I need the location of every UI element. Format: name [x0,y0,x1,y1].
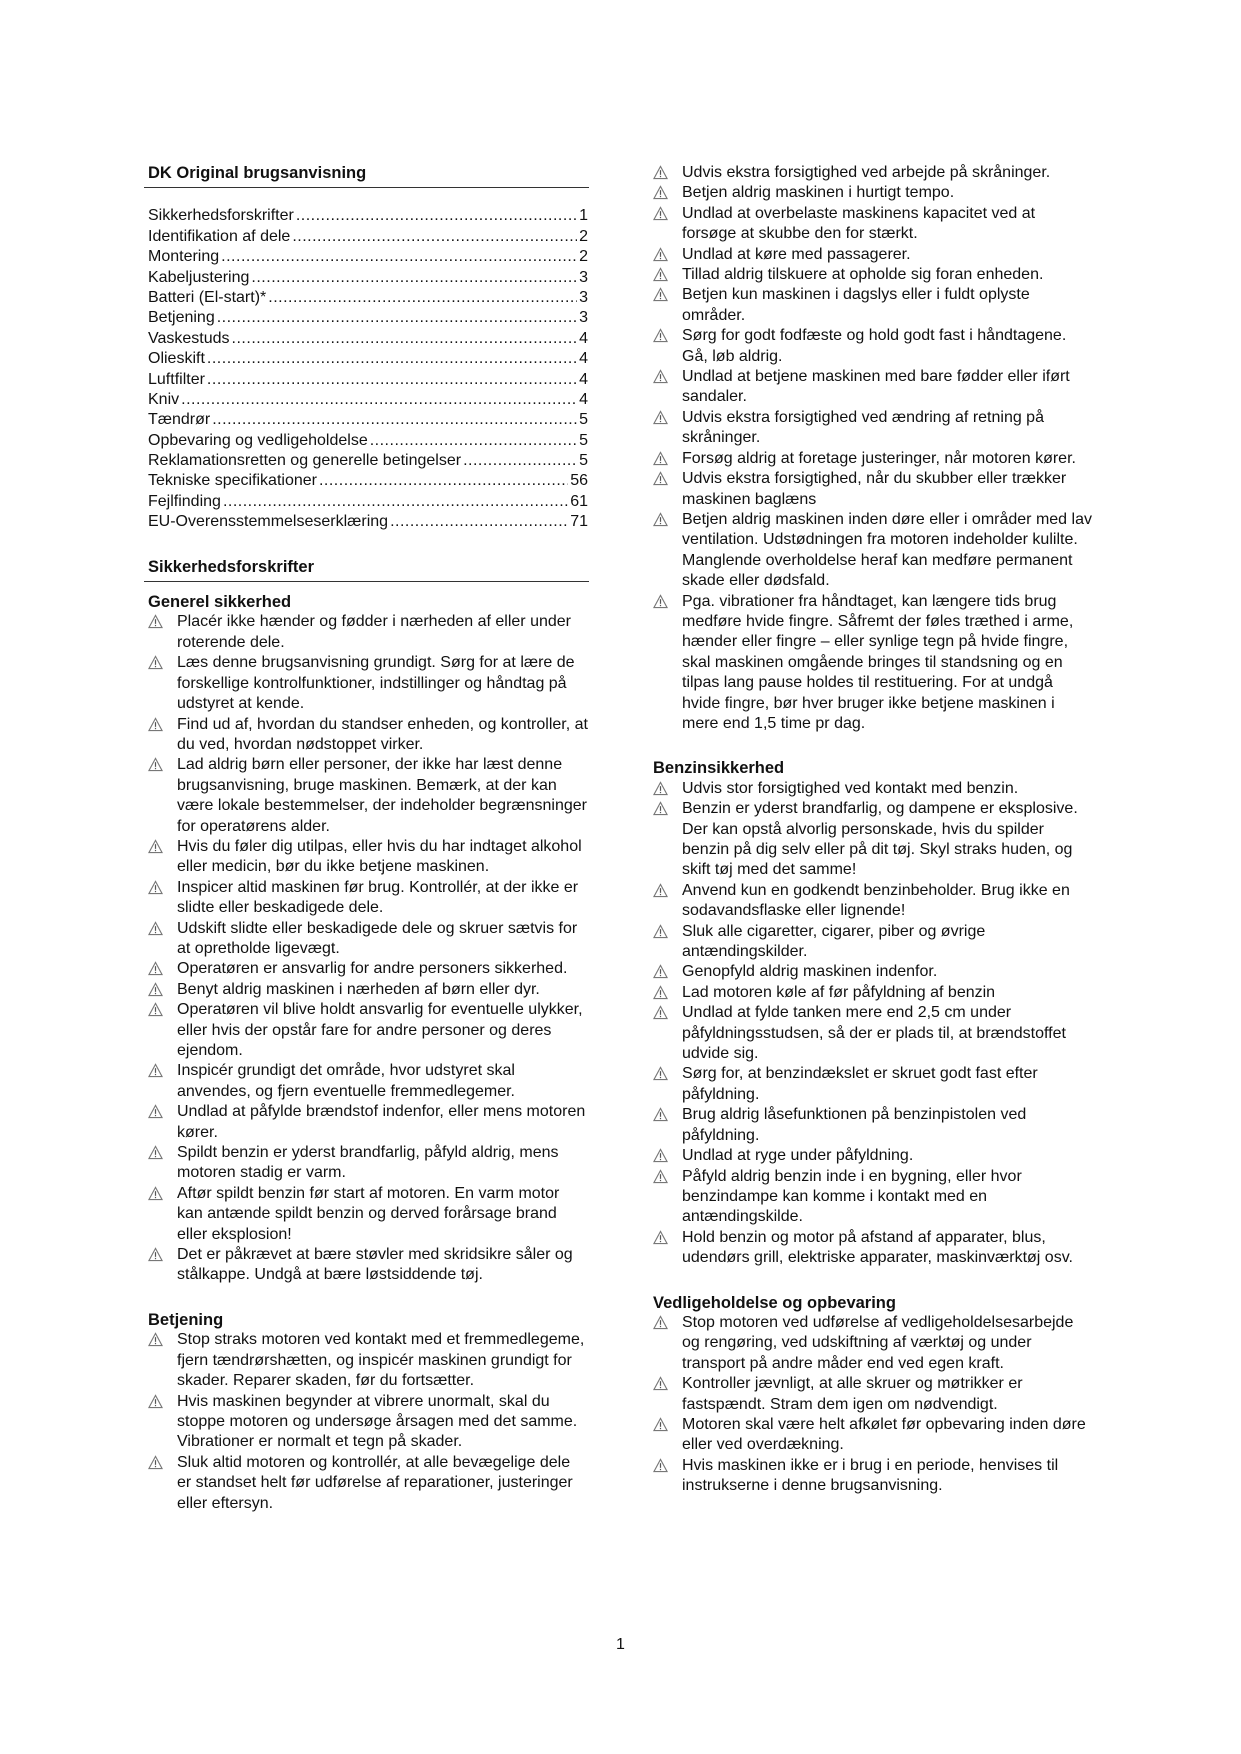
safety-item-text: Udskift slidte eller beskadigede dele og skruer sætvis for at opretholde ligevægt. [177,919,578,957]
toc-entry [148,370,588,390]
general-safety-heading: Generel sikkerhed [148,593,292,612]
toc-entry [148,471,588,491]
safety-item [148,878,588,919]
toc-page: 2 [579,227,588,245]
warning-triangle-icon [653,471,668,486]
safety-item-text: Undlad at ryge under påfyldning. [682,1147,914,1165]
safety-item-text: Motoren skal være helt afkølet før opbevaring inden døre eller ved overdækning. [682,1415,1086,1454]
warning-triangle-icon [653,924,668,939]
safety-item [148,755,588,837]
operation-list [148,1330,588,1514]
safety-item-text: Benzin er yderst brandfarlig, og dampene er eksplosive. Der kan opstå alvorlig personskade, hvis du spilder benzin på dig selv eller på dit tøj. Skyl straks huden, og skift tøj med det samme! [682,800,1078,879]
warning-triangle-icon [653,964,668,979]
toc-page: 4 [579,370,588,388]
toc-title: EU-Overensstemmelseserklæring [148,513,389,531]
warning-triangle-icon [653,267,668,282]
safety-item-text: Undlad at overbelaste maskinens kapacitet ved at forsøge at skubbe den for stærkt. [682,204,1036,243]
safety-item [653,1374,1093,1415]
safety-item [653,163,1093,183]
toc-entry [148,288,588,308]
safety-item-text: Sørg for godt fodfæste og hold godt fast i håndtagene. Gå, løb aldrig. [682,327,1067,365]
safety-item-text: Pga. vibrationer fra håndtaget, kan længere tids brug medføre hvide fingre. Såfremt der føles træthed i arme, hænder eller fingre – eller synlige tegn på hvide fingre, skal maskinen omgående bringes til standsning og en tilpas lang pause holdes til restituering. For at undgå hvide fingre, bør hver bruger ikke betjene maskinen i mere end 1,5 time pr dag. [682,592,1074,732]
toc-page: 56 [570,472,588,490]
title-divider [144,187,589,188]
safety-item [653,449,1093,469]
warning-triangle-icon [653,1417,668,1432]
warning-triangle-icon [148,1247,163,1262]
safety-item [653,983,1093,1003]
warning-triangle-icon [148,1063,163,1078]
warning-triangle-icon [148,982,163,997]
safety-item [653,367,1093,408]
warning-triangle-icon [653,328,668,343]
safety-item [653,285,1093,326]
safety-item [148,1061,588,1102]
toc-title: Reklamationsretten og generelle betingelser [148,452,462,470]
safety-item-text: Placér ikke hænder og fødder i nærheden af eller under roterende dele. [177,613,571,651]
safety-item-text: Operatøren vil blive holdt ansvarlig for eventuelle ulykker, eller hvis der opstår fare for andre personer og deres ejendom. [177,1001,583,1059]
safety-item [653,962,1093,982]
warning-triangle-icon [148,1186,163,1201]
safety-item-text: Undlad at betjene maskinen med bare fødder eller iført sandaler. [682,368,1070,406]
warning-triangle-icon [653,801,668,816]
toc-page: 3 [579,309,588,327]
toc-page: 61 [570,492,588,510]
safety-item-text: Sørg for, at benzindækslet er skruet godt fast efter påfyldning. [682,1065,1038,1103]
warning-triangle-icon [148,880,163,895]
safety-item [653,922,1093,963]
warning-triangle-icon [148,1332,163,1347]
right-column [653,163,1093,1497]
warning-triangle-icon [653,287,668,302]
toc-title: Opbevaring og vedligeholdelse [148,431,368,449]
safety-item [148,1453,588,1514]
safety-item [653,326,1093,367]
toc-page: 5 [579,431,588,449]
safety-item [148,1245,588,1286]
safety-item [653,779,1093,799]
page-number: 1 [616,1636,625,1653]
toc-leader [221,247,577,267]
safety-item-text: Inspicer altid maskinen før brug. Kontrollér, at der ikke er slidte eller beskadigede dele. [177,878,579,917]
safety-item-text: Hvis maskinen ikke er i brug i en periode, henvises til instrukserne i denne brugsanvisning. [682,1456,1059,1495]
warning-triangle-icon [653,165,668,180]
safety-item-text: Aftør spildt benzin før start af motoren. En varm motor kan antænde spildt benzin og derved forårsage brand eller eksplosion! [177,1184,560,1243]
toc-entry [148,206,588,226]
toc-entry [148,431,588,451]
toc-entry [148,268,588,288]
table-of-contents [148,206,588,532]
safety-item [653,265,1093,285]
warning-triangle-icon [148,1455,163,1470]
warning-triangle-icon [653,1315,668,1330]
toc-entry [148,492,588,512]
warning-triangle-icon [653,1169,668,1184]
fuel-safety-list [653,779,1093,1269]
safety-item-text: Tillad aldrig tilskuere at opholde sig foran enheden. [682,266,1044,284]
warning-triangle-icon [653,1458,668,1473]
warning-triangle-icon [148,1145,163,1160]
toc-leader [370,431,577,451]
safety-item [653,1313,1093,1374]
warning-triangle-icon [653,369,668,384]
toc-leader [232,329,578,349]
safety-item-text: Hvis maskinen begynder at vibrere unormalt, skal du stoppe motoren og undersøge årsagen med det samme. Vibrationer er normalt et tegn på skader. [177,1392,578,1451]
safety-item-text: Udvis ekstra forsigtighed ved ændring af retning på skråninger. [682,408,1044,447]
toc-entry [148,512,588,532]
toc-entry [148,410,588,430]
safety-item [148,1102,588,1143]
toc-title: Olieskift [148,350,205,368]
safety-item-text: Benyt aldrig maskinen i nærheden af børn eller dyr. [177,980,540,998]
safety-item-text: Sluk altid motoren og kontrollér, at alle bevægelige dele er standset helt før udførelse af reparationer, justeringer eller eftersyn. [177,1453,573,1512]
warning-triangle-icon [148,1002,163,1017]
toc-page: 71 [570,513,588,531]
section-title: Sikkerhedsforskrifter [148,557,314,576]
safety-item [653,510,1093,592]
safety-item-text: Sluk alle cigaretter, cigarer, piber og øvrige antændingskilder. [682,922,986,961]
safety-item [148,1330,588,1391]
warning-triangle-icon [148,839,163,854]
toc-page: 5 [579,452,588,470]
toc-page: 3 [579,288,588,306]
safety-item [653,881,1093,922]
warning-triangle-icon [653,1376,668,1391]
safety-item-text: Genopfyld aldrig maskinen indenfor. [682,963,938,981]
warning-triangle-icon [653,247,668,262]
safety-item [653,1105,1093,1146]
toc-leader [463,451,577,471]
warning-triangle-icon [653,185,668,200]
safety-item-text: Betjen kun maskinen i dagslys eller i fuldt oplyste områder. [682,286,1030,324]
warning-triangle-icon [653,1230,668,1245]
safety-item [653,204,1093,245]
toc-title: Tændrør [148,411,211,429]
toc-leader [251,268,577,288]
safety-item [653,1228,1093,1269]
safety-item-text: Læs denne brugsanvisning grundigt. Sørg for at lære de forskellige kontrolfunktioner, indstillinger og håndtag på udstyret at kende. [177,654,575,713]
safety-item-text: Spildt benzin er yderst brandfarlig, påfyld aldrig, mens motoren stadig er varm. [177,1144,559,1182]
safety-item [653,1146,1093,1166]
safety-item-text: Operatøren er ansvarlig for andre personers sikkerhed. [177,960,568,978]
toc-leader [390,512,568,532]
toc-title: Betjening [148,309,215,327]
warning-triangle-icon [653,451,668,466]
safety-item [148,715,588,756]
safety-item-text: Påfyld aldrig benzin inde i en bygning, eller hvor benzindampe kan komme i kontakt med en antændingskilde. [682,1167,1022,1226]
toc-entry [148,349,588,369]
toc-title: Batteri (El-start)* [148,288,267,306]
toc-page: 4 [579,390,588,408]
safety-item [148,1000,588,1061]
safety-item-text: Undlad at fylde tanken mere end 2,5 cm under påfyldningsstudsen, så der er plads til, at brændstoffet udvide sig. [682,1004,1066,1063]
safety-item-text: Hvis du føler dig utilpas, eller hvis du har indtaget alkohol eller medicin, bør du ikke betjene maskinen. [177,837,582,876]
safety-item [653,245,1093,265]
warning-triangle-icon [148,921,163,936]
toc-leader [223,492,568,512]
toc-title: Sikkerhedsforskrifter [148,207,294,225]
toc-leader [319,471,568,491]
warning-triangle-icon [653,410,668,425]
safety-item [148,980,588,1000]
safety-item [653,183,1093,203]
safety-item-text: Undlad at køre med passagerer. [682,245,911,263]
warning-triangle-icon [148,961,163,976]
safety-item [653,1415,1093,1456]
safety-item-text: Betjen aldrig maskinen i hurtigt tempo. [682,184,955,202]
safety-item-text: Udvis stor forsigtighed ved kontakt med benzin. [682,779,1019,797]
safety-item-text: Stop motoren ved udførelse af vedligeholdelsesarbejde og rengøring, ved udskiftning af værktøj og under transport på andre måder end ved egen kraft. [682,1313,1074,1372]
toc-leader [268,288,577,308]
warning-triangle-icon [653,883,668,898]
safety-item-text: Lad motoren køle af før påfyldning af benzin [682,983,996,1001]
safety-item [653,1003,1093,1064]
left-column [148,163,588,1514]
warning-triangle-icon [148,1394,163,1409]
safety-item-text: Udvis ekstra forsigtighed, når du skubber eller trækker maskinen baglæns [682,470,1067,508]
safety-item-text: Stop straks motoren ved kontakt med et fremmedlegeme, fjern tændrørshætten, og inspicér maskinen grundigt for skader. Reparer skaden, før du fortsætter. [177,1331,585,1390]
toc-entry [148,329,588,349]
operation-heading: Betjening [148,1310,224,1329]
toc-page: 5 [579,411,588,429]
toc-page: 3 [579,268,588,286]
warning-triangle-icon [653,1107,668,1122]
safety-item-text: Forsøg aldrig at foretage justeringer, når motoren kører. [682,449,1076,467]
safety-item-text: Anvend kun en godkendt benzinbeholder. Brug ikke en sodavandsflaske eller lignende! [682,881,1070,920]
safety-item [653,1064,1093,1105]
warning-triangle-icon [653,1005,668,1020]
fuel-safety-heading: Benzinsikkerhed [653,759,785,778]
toc-entry [148,308,588,328]
toc-page: 4 [579,329,588,347]
toc-entry [148,227,588,247]
safety-item [148,837,588,878]
toc-title: Vaskestuds [148,329,230,347]
maintenance-list [653,1313,1093,1497]
safety-item [148,653,588,714]
safety-item [653,1167,1093,1228]
toc-leader [292,227,577,247]
warning-triangle-icon [653,594,668,609]
toc-title: Tekniske specifikationer [148,472,317,490]
safety-item [148,1143,588,1184]
safety-item [148,1392,588,1453]
toc-page: 2 [579,248,588,266]
toc-title: Montering [148,248,220,266]
safety-item-text: Det er påkrævet at bære støvler med skridsikre såler og stålkappe. Undgå at bære løstsiddende tøj. [177,1246,573,1284]
section-divider [144,581,589,582]
warning-triangle-icon [653,206,668,221]
safety-item-text: Hold benzin og motor på afstand af apparater, blus, udendørs grill, elektriske apparater, maskinværktøj osv. [682,1228,1073,1267]
toc-leader [207,370,577,390]
warning-triangle-icon [148,717,163,732]
toc-entry [148,451,588,471]
toc-title: Fejlfinding [148,492,221,510]
safety-item [148,1184,588,1245]
warning-triangle-icon [653,985,668,1000]
toc-leader [207,349,577,369]
safety-item [653,469,1093,510]
safety-item [653,799,1093,881]
toc-entry [148,247,588,267]
warning-triangle-icon [148,1104,163,1119]
toc-leader [296,206,577,226]
general-safety-list [148,612,588,1285]
safety-item [148,919,588,960]
warning-triangle-icon [653,1066,668,1081]
document-title: DK Original brugsanvisning [148,164,367,182]
warning-triangle-icon [653,1148,668,1163]
toc-title: Kabeljustering [148,268,250,286]
safety-item-text: Undlad at påfylde brændstof indenfor, eller mens motoren kører. [177,1103,586,1141]
maintenance-heading: Vedligeholdelse og opbevaring [653,1293,896,1312]
toc-leader [181,390,577,410]
safety-item [148,959,588,979]
safety-item-text: Inspicér grundigt det område, hvor udstyret skal anvendes, og fjern eventuelle fremmedlegemer. [177,1062,515,1100]
safety-item-text: Brug aldrig låsefunktionen på benzinpistolen ved påfyldning. [682,1106,1027,1144]
toc-page: 1 [579,207,588,225]
safety-item [653,1456,1093,1497]
toc-leader [217,308,577,328]
toc-leader [212,410,577,430]
toc-entry [148,390,588,410]
safety-item [653,408,1093,449]
toc-title: Kniv [148,390,180,408]
safety-item-text: Udvis ekstra forsigtighed ved arbejde på skråninger. [682,164,1051,181]
safety-item-text: Find ud af, hvordan du standser enheden, og kontroller, at du ved, hvordan nødstoppet virker. [177,715,588,753]
safety-item [148,612,588,653]
warning-triangle-icon [148,614,163,629]
warning-triangle-icon [148,655,163,670]
warning-triangle-icon [653,781,668,796]
safety-item-text: Betjen aldrig maskinen inden døre eller i områder med lav ventilation. Udstødningen fra motoren indeholder kulilte. Manglende overholdelse heraf kan medføre permanent skade eller dødsfald. [682,510,1092,590]
safety-item-text: Lad aldrig børn eller personer, der ikke har læst denne brugsanvisning, bruge maskinen. Bemærk, at der kan være lokale bestemmelser, der indeholder begrænsninger for operatørens alder. [177,756,587,835]
toc-title: Luftfilter [148,370,205,388]
safety-item-text: Kontroller jævnligt, at alle skruer og møtrikker er fastspændt. Stram dem igen om nødvendigt. [682,1375,1023,1413]
toc-title: Identifikation af dele [148,227,291,245]
operation-continued-list [653,163,1093,734]
warning-triangle-icon [148,757,163,772]
warning-triangle-icon [653,512,668,527]
safety-item [653,592,1093,735]
toc-page: 4 [579,350,588,368]
